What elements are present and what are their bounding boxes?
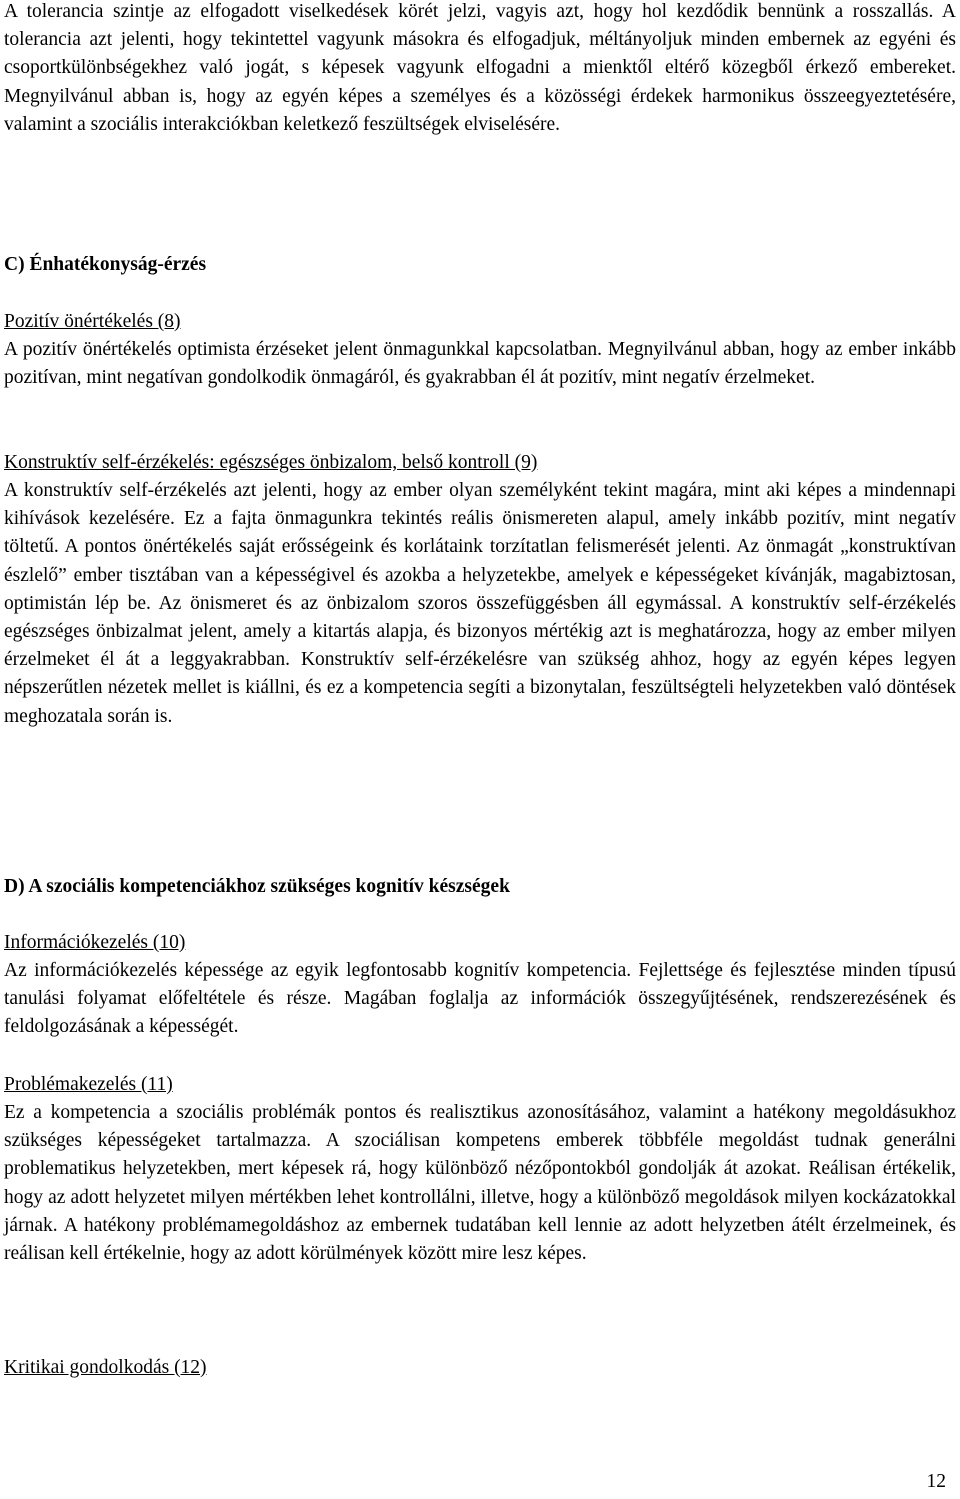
page-number: 12 bbox=[926, 1471, 946, 1492]
subheading-informaciokezeles: Információkezelés (10) bbox=[4, 932, 186, 953]
paragraph-problemakezeles: Ez a kompetencia a szociális problémák pontos és realisztikus azonosításához, valamint a hatékony megoldásukhoz szükséges képességeket tartalmazza. A szociálisan kompetens emberek többféle megoldást tudnak generálni problematikus helyzetekben, mert képesek rá, hogy különböző nézőpontokból gondolják át azokat. Reálisan értékelik, hogy az adott helyzetet milyen mértékben lehet kontrollálni, illetve, hogy a különböző megoldások milyen kockázatokkal járnak. A hatékony problémamegoldáshoz az embernek tudatában kell lennie az adott helyzetben átélt érzelmeinek, és reálisan kell értékelnie, hogy az adott körülmények között mire lesz képes. bbox=[4, 1102, 956, 1265]
section-d-heading: D) A szociális kompetenciákhoz szükséges kognitív készségek bbox=[4, 876, 510, 897]
subheading-problemakezeles: Problémakezelés (11) bbox=[4, 1074, 173, 1095]
paragraph-konstruktiv-self-erzekeles: A konstruktív self-érzékelés azt jelenti, hogy az ember olyan személyként tekint magára, mint aki képes a mindennapi kihívások kezelésére. Ez a fajta önmagunkra tekintés reális önismereten alapul, amely inkább pozitív, mint negatív töltetű. A pontos önértékelés saját erősségeink és korlátaink torzítatlan felismerését jelenti. Az önmagát „konstruktívan észlelő” ember tisztában van a képességivel és azokba a helyzetekbe, amelyek e képességeket kívánják, magabiztosan, optimistán lép be. Az önismeret és az önbizalom szoros összefüggésben áll egymással. A konstruktív self-érzékelés egészséges önbizalmat jelent, amely a kitartás alapja, és bizonyos mértékig azt is meghatározza, hogy az ember milyen érzelmeket él át a leggyakrabban. Konstruktív self-érzékelésre van szükség ahhoz, hogy az egyén képes legyen népszerűtlen nézetek mellet is kiállni, és ez a kompetencia segíti a bizonytalan, feszültségteli helyzetekben való döntések meghozatala során is. bbox=[4, 480, 956, 727]
section-c-heading: C) Énhatékonyság-érzés bbox=[4, 254, 207, 275]
paragraph-informaciokezeles: Az információkezelés képessége az egyik legfontosabb kognitív kompetencia. Fejlettsége és fejlesztése minden típusú tanulási folyamat előfeltétele és része. Magában foglalja az információk összegyűjtésének, rendszerezésének és feldolgozásának a képességét. bbox=[4, 960, 956, 1038]
subheading-konstruktiv-self-erzekeles: Konstruktív self-érzékelés: egészséges önbizalom, belső kontroll (9) bbox=[4, 452, 538, 473]
paragraph-tolerance: A tolerancia szintje az elfogadott viselkedések körét jelzi, vagyis azt, hogy hol kezdődik bennünk a rosszallás. A tolerancia azt jelenti, hogy tekintettel vagyunk másokra és elfogadjuk, méltányoljuk minden embernek az egyéni és csoportkülönbségekhez való jogát, s képesek vagyunk elfogadni a mienktől eltérő közegből érkező embereket. Megnyilvánul abban is, hogy az egyén képes a személyes és a közösségi érdekek harmonikus összeegyeztetésére, valamint a szociális interakciókban keletkező feszültségek elviselésére. bbox=[4, 1, 956, 135]
subheading-kritikai-gondolkodas: Kritikai gondolkodás (12) bbox=[4, 1357, 207, 1378]
subheading-pozitiv-onertekeles: Pozitív önértékelés (8) bbox=[4, 311, 181, 332]
paragraph-pozitiv-onertekeles: A pozitív önértékelés optimista érzéseket jelent önmagunkkal kapcsolatban. Megnyilvánul abban, hogy az ember inkább pozitívan, mint negatívan gondolkodik önmagáról, és gyakrabban él át pozitív, mint negatív érzelmeket. bbox=[4, 339, 956, 389]
